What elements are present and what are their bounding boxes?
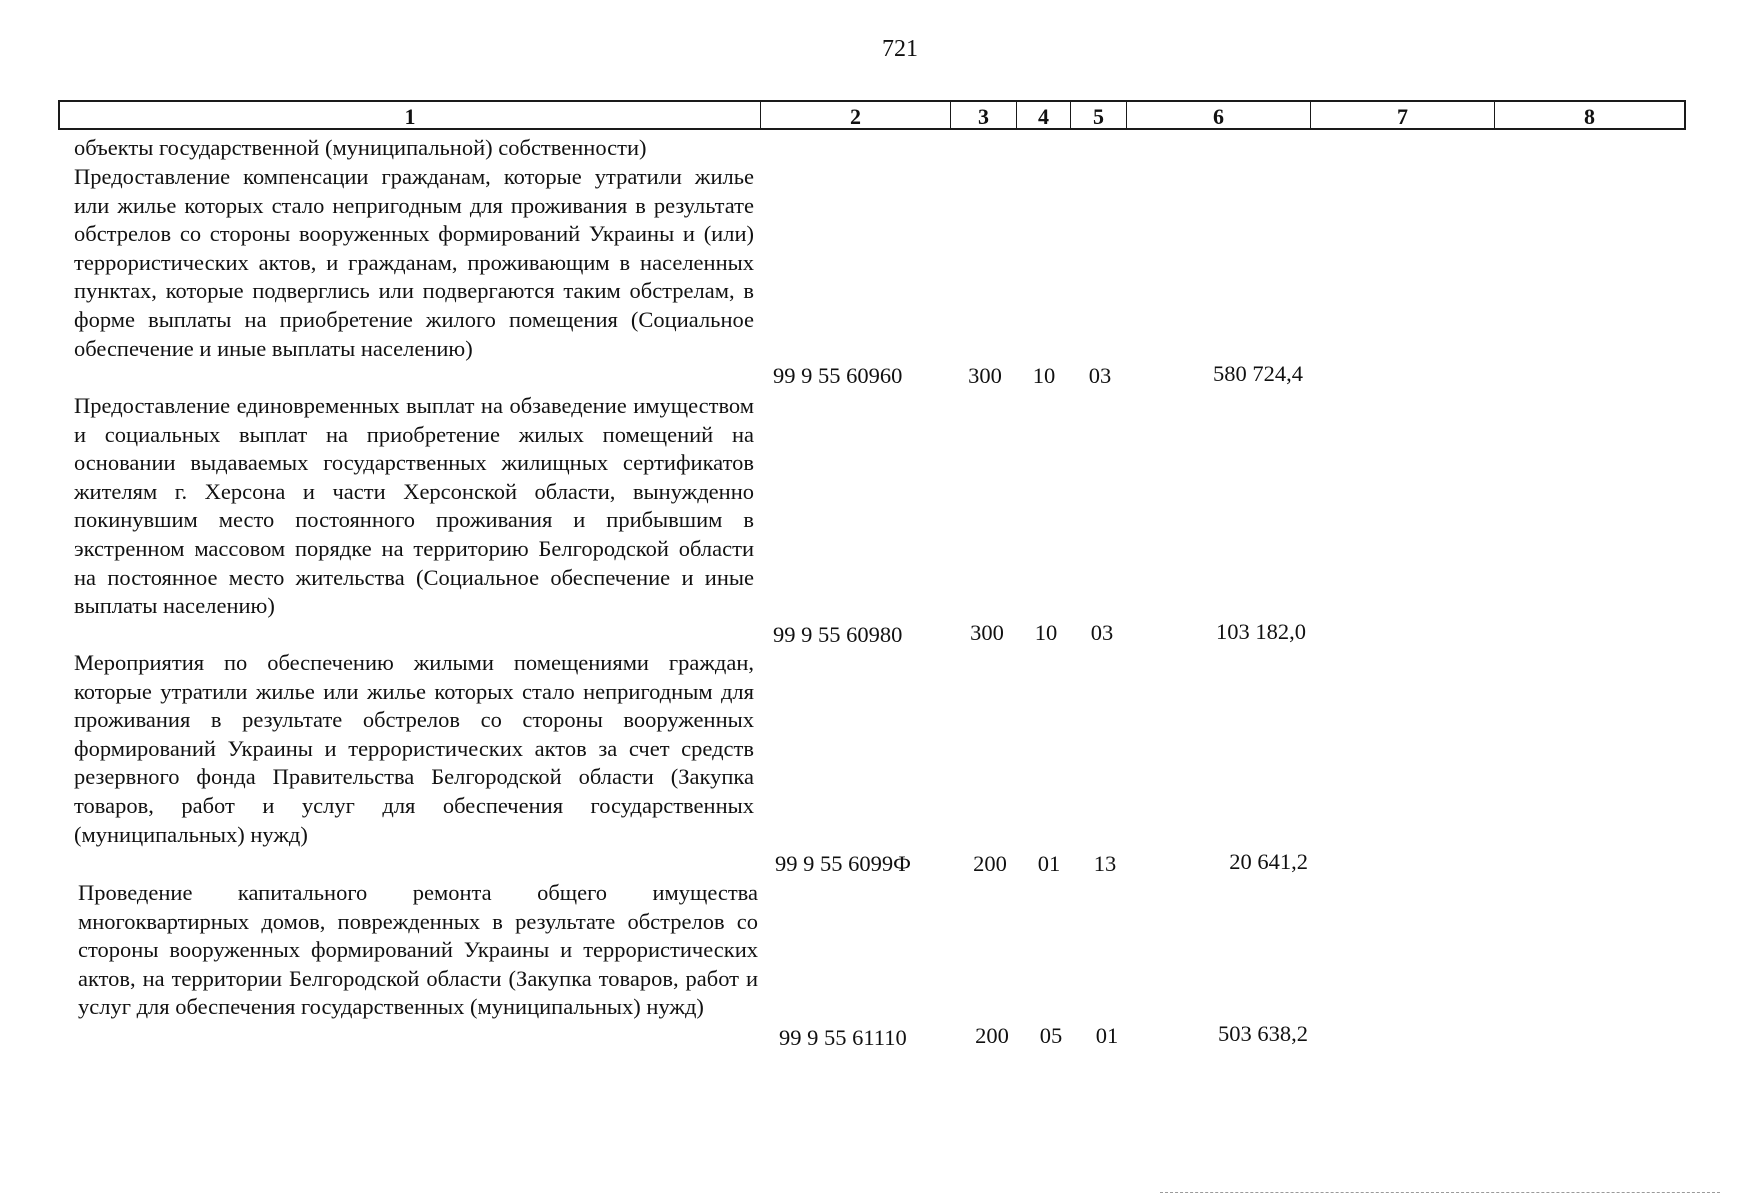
row-description: Предоставление компенсации гражданам, которые утратили жилье или жилье которых стало непригодным для проживания в результате обстрелов со стороны вооруженных формирований Украины и (или) террористических актов, и гражданам, проживающим в населенных пунктах, которые подверглись или подвергаются таким обстрелам, в форме выплаты на приобретение жилого помещения (Социальное обеспечение и иные выплаты населению) <box>74 164 754 361</box>
row-col4: 01 <box>1037 851 1061 876</box>
header-col-2: 2 <box>760 102 950 128</box>
continuation-text: объекты государственной (муниципальной) собственности) <box>74 135 647 160</box>
header-col-8: 8 <box>1494 102 1684 128</box>
row-col3: 300 <box>968 363 1002 388</box>
row-amount: 580 724,4 <box>1213 361 1303 386</box>
row-col4: 10 <box>1032 363 1056 388</box>
row-code: 99 9 55 6099Ф <box>775 851 911 876</box>
header-col-4: 4 <box>1016 102 1070 128</box>
row-amount: 20 641,2 <box>1229 849 1308 874</box>
row-code: 99 9 55 60980 <box>773 622 903 647</box>
row-col5: 03 <box>1090 620 1114 645</box>
row-col4: 10 <box>1034 620 1058 645</box>
bottom-rule <box>1160 1192 1720 1193</box>
row-code: 99 9 55 61110 <box>779 1025 907 1050</box>
row-col5: 03 <box>1088 363 1112 388</box>
header-col-7: 7 <box>1310 102 1494 128</box>
row-col4: 05 <box>1039 1023 1063 1048</box>
header-col-5: 5 <box>1070 102 1126 128</box>
table-header <box>58 100 1686 130</box>
row-col5: 01 <box>1095 1023 1119 1048</box>
row-description: Мероприятия по обеспечению жилыми помещениями граждан, которые утратили жилье или жилье которых стало непригодным для проживания в результате обстрелов со стороны вооруженных формирований Украины и террористических актов за счет средств резервного фонда Правительства Белгородской области (Закупка товаров, работ и услуг для обеспечения государственных (муниципальных) нужд) <box>74 650 754 847</box>
header-col-3: 3 <box>950 102 1016 128</box>
row-code: 99 9 55 60960 <box>773 363 903 388</box>
header-col-6: 6 <box>1126 102 1310 128</box>
header-col-1: 1 <box>404 104 416 129</box>
row-col3: 200 <box>975 1023 1009 1048</box>
row-col3: 200 <box>973 851 1007 876</box>
row-description: Проведение капитального ремонта общего имущества многоквартирных домов, поврежденных в результате обстрелов со стороны вооруженных формирований Украины и террористических актов, на территории Белгородской области (Закупка товаров, работ и услуг для обеспечения государственных (муниципальных) нужд) <box>78 880 758 1020</box>
row-description: Предоставление единовременных выплат на обзаведение имуществом и социальных выплат на приобретение жилых помещений на основании выдаваемых государственных жилищных сертификатов жителям г. Херсона и части Херсонской области, вынужденно покинувшим место постоянного проживания и прибывшим в экстренном массовом порядке на территорию Белгородской области на постоянное место жительства (Социальное обеспечение и иные выплаты населению) <box>74 393 754 619</box>
page-number: 721 <box>882 36 918 62</box>
row-amount: 503 638,2 <box>1218 1021 1308 1046</box>
row-col5: 13 <box>1093 851 1117 876</box>
row-col3: 300 <box>970 620 1004 645</box>
row-amount: 103 182,0 <box>1216 619 1306 644</box>
